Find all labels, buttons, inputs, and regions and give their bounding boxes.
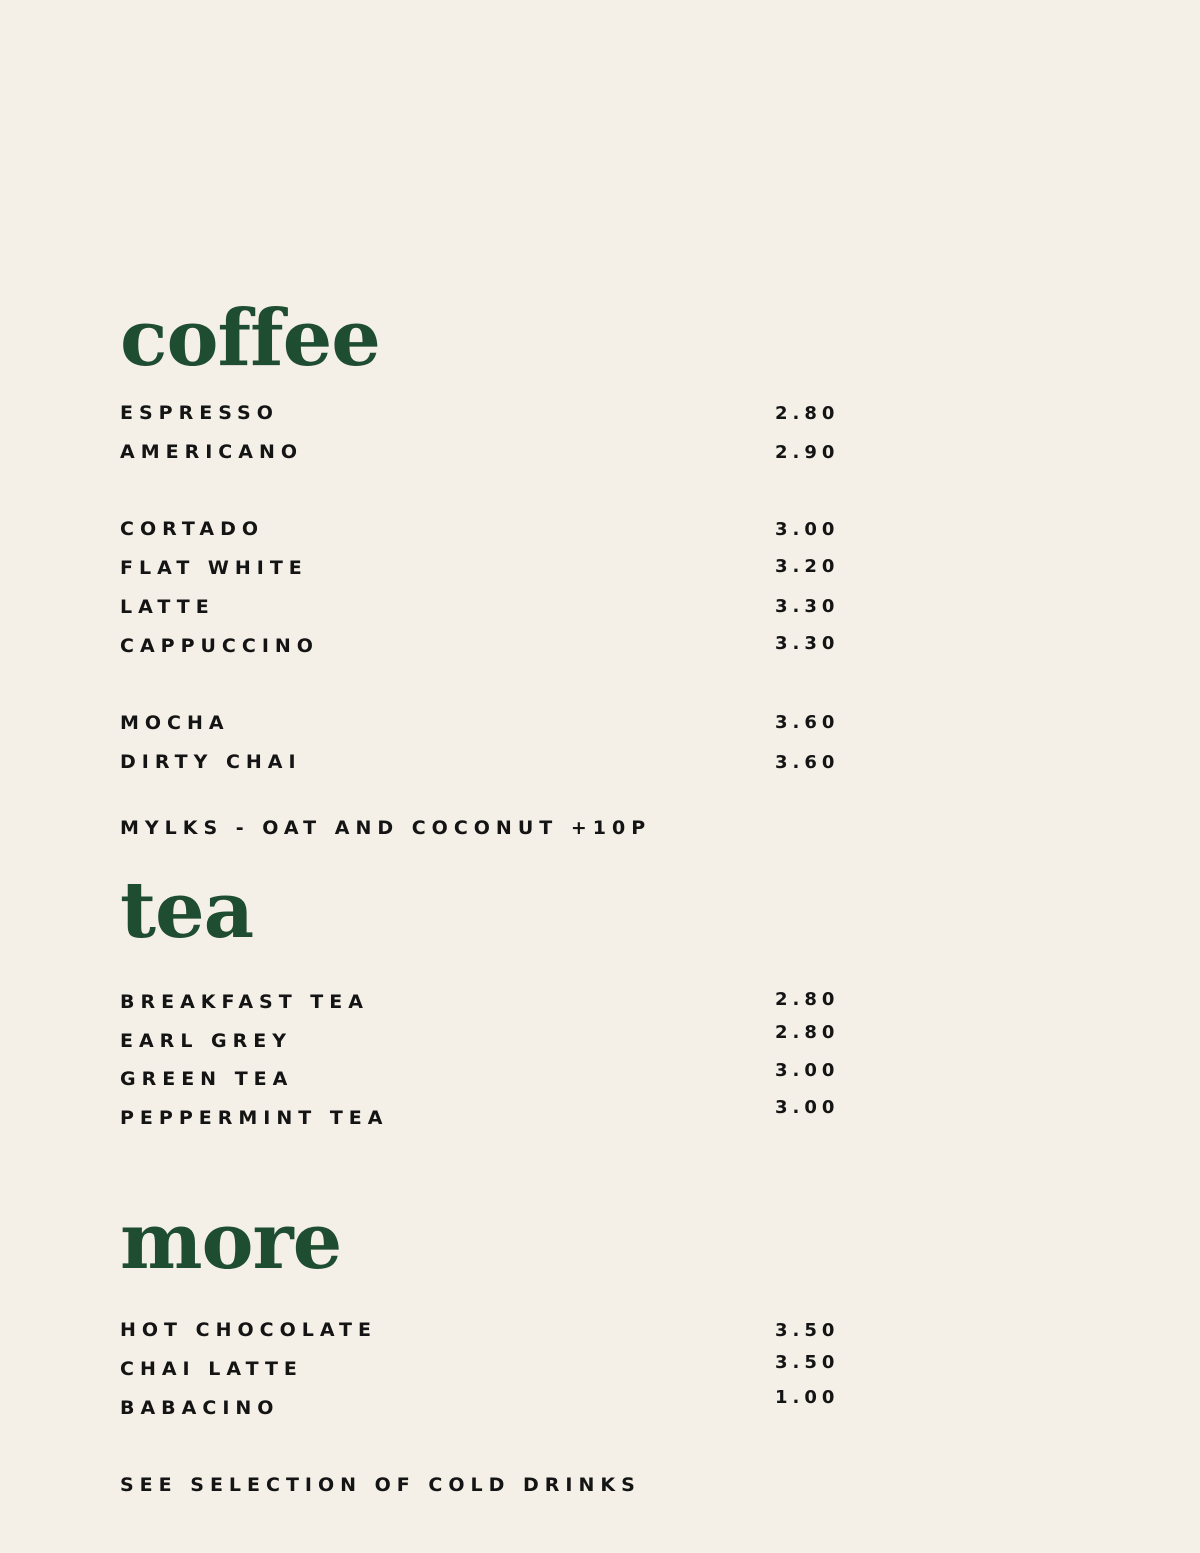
menu-item-price: 2.80 <box>775 403 840 424</box>
menu-item-name: GREEN TEA <box>120 1068 294 1090</box>
menu-item-name: BABACINO <box>120 1397 280 1419</box>
tea-heading: tea <box>120 865 254 956</box>
menu-item-name: CAPPUCCINO <box>120 635 319 657</box>
menu-item-price: 3.00 <box>775 519 840 540</box>
menu-item-price: 2.80 <box>775 1022 840 1043</box>
menu-item-name: FLAT WHITE <box>120 557 308 579</box>
mylks-note: MYLKS - OAT AND COCONUT +10P <box>120 817 652 839</box>
menu-item-name: BREAKFAST TEA <box>120 991 369 1013</box>
menu-item-price: 3.50 <box>775 1352 840 1373</box>
menu-item-price: 3.60 <box>775 752 840 773</box>
menu-item-name: CHAI LATTE <box>120 1358 303 1380</box>
menu-item-price: 2.90 <box>775 442 840 463</box>
menu-item-price: 3.50 <box>775 1320 840 1341</box>
menu-item-name: CORTADO <box>120 518 264 540</box>
menu-item-name: DIRTY CHAI <box>120 751 302 773</box>
menu-item-price: 3.60 <box>775 712 840 733</box>
coffee-heading: coffee <box>120 293 380 384</box>
menu-item-name: AMERICANO <box>120 441 303 463</box>
menu-item-name: ESPRESSO <box>120 402 279 424</box>
cold-drinks-note: SEE SELECTION OF COLD DRINKS <box>120 1474 641 1496</box>
menu-item-price: 3.00 <box>775 1060 840 1081</box>
more-heading: more <box>120 1196 342 1287</box>
menu-item-price: 2.80 <box>775 989 840 1010</box>
menu-item-price: 3.30 <box>775 596 840 617</box>
menu-item-name: HOT CHOCOLATE <box>120 1319 377 1341</box>
menu-item-price: 3.00 <box>775 1097 840 1118</box>
menu-item-name: PEPPERMINT TEA <box>120 1107 389 1129</box>
menu-item-name: LATTE <box>120 596 215 618</box>
menu-item-name: MOCHA <box>120 712 230 734</box>
menu-item-name: EARL GREY <box>120 1030 292 1052</box>
menu-item-price: 1.00 <box>775 1387 840 1408</box>
menu-item-price: 3.30 <box>775 633 840 654</box>
menu-item-price: 3.20 <box>775 556 840 577</box>
